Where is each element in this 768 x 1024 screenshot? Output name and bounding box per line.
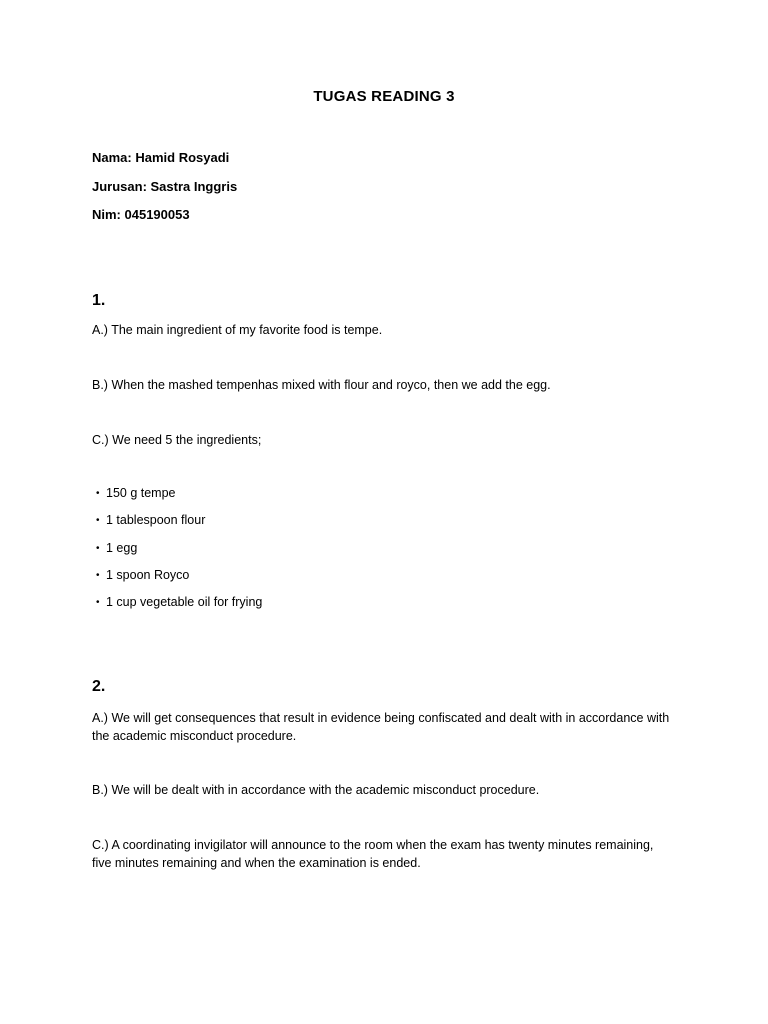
ingredient-list-item — [96, 568, 189, 582]
student-nim: Nim: 045190053 — [92, 207, 190, 222]
bullet-icon: • — [96, 488, 100, 499]
student-major: Jurusan: Sastra Inggris — [92, 179, 238, 194]
ingredient-label: 1 spoon Royco — [106, 568, 190, 582]
section-2-number: 2. — [92, 678, 106, 695]
ingredient-label: 150 g tempe — [106, 486, 176, 500]
section-2-answer-c: C.) A coordinating invigilator will announce to the room when the exam has twenty minutes remaining, five minutes remaining and when the examination is ended. — [92, 838, 654, 870]
ingredient-list-item — [96, 541, 137, 555]
bullet-icon: • — [96, 570, 100, 581]
bullet-icon: • — [96, 543, 100, 554]
ingredient-list-item — [96, 513, 205, 527]
ingredient-list-item — [96, 595, 262, 609]
section-2-answer-b: B.) We will be dealt with in accordance with the academic misconduct procedure. — [92, 783, 540, 797]
section-2-answer-a: A.) We will get consequences that result in evidence being confiscated and dealt with in accordance with the academic misconduct procedure. — [92, 711, 670, 743]
ingredient-label: 1 egg — [106, 541, 138, 555]
section-1-answer-c: C.) We need 5 the ingredients; — [92, 433, 262, 447]
section-1-answer-b: B.) When the mashed tempenhas mixed with flour and royco, then we add the egg. — [92, 378, 551, 392]
student-name: Nama: Hamid Rosyadi — [92, 150, 230, 165]
ingredient-list-item — [96, 486, 176, 500]
document-title: TUGAS READING 3 — [313, 88, 455, 105]
bullet-icon: • — [96, 515, 100, 526]
ingredient-label: 1 cup vegetable oil for frying — [106, 595, 263, 609]
section-1-answer-a: A.) The main ingredient of my favorite food is tempe. — [92, 323, 383, 337]
bullet-icon: • — [96, 597, 100, 608]
section-1-number: 1. — [92, 292, 106, 309]
ingredient-label: 1 tablespoon flour — [106, 513, 206, 527]
